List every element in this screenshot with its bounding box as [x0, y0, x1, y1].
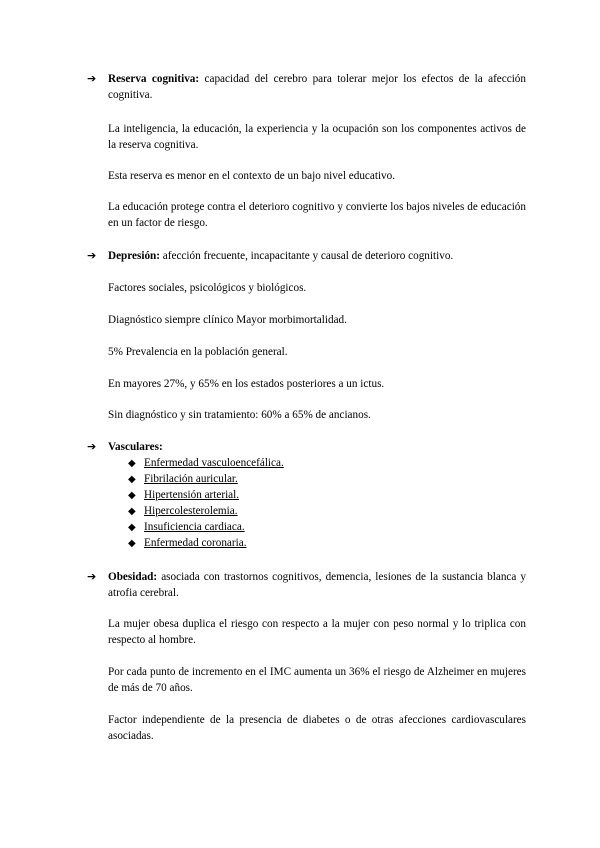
reserva-paragraph: Esta reserva es menor en el contexto de un bajo nivel educativo.: [108, 170, 396, 182]
diamond-icon: ◆: [128, 490, 136, 501]
obesidad-paragraph: Factor independiente de la presencia de diabetes o de otras afecciones cardiovasculares asociadas.: [108, 714, 526, 742]
list-item: [128, 487, 284, 503]
right-arrow-icon: ➔: [87, 440, 97, 453]
reserva-paragraph: La inteligencia, la educación, la experiencia y la ocupación son los componentes activos de la reserva cognitiva.: [108, 123, 526, 151]
vasculares-heading: Vasculares:: [108, 441, 163, 453]
obesidad-paragraph: Por cada punto de incremento en el IMC aumenta un 36% el riesgo de Alzheimer en mujeres de más de 70 años.: [108, 666, 526, 694]
depresion-intro: afección frecuente, incapacitante y causal de deterioro cognitivo.: [162, 250, 454, 262]
depresion-paragraph: En mayores 27%, y 65% en los estados posteriores a un ictus.: [108, 378, 385, 390]
right-arrow-icon: ➔: [87, 72, 97, 85]
vasculares-item[interactable]: Fibrilación auricular.: [144, 473, 238, 485]
reserva-intro: capacidad del cerebro para tolerar mejor los efectos de la afección cognitiva.: [108, 73, 526, 101]
obesidad-heading: Obesidad:: [108, 571, 158, 583]
vasculares-heading-paragraph: [108, 439, 526, 455]
list-item: [128, 503, 284, 519]
list-item: [128, 455, 284, 471]
vasculares-item[interactable]: Hipercolesterolemia.: [144, 505, 238, 517]
obesidad-intro: asociada con trastornos cognitivos, demencia, lesiones de la sustancia blanca y atrofia cerebral.: [108, 571, 527, 599]
depresion-paragraph: 5% Prevalencia en la población general.: [108, 346, 288, 358]
depresion-paragraph: Factores sociales, psicológicos y biológicos.: [108, 282, 307, 294]
list-item: [128, 519, 284, 535]
depresion-paragraph: Diagnóstico siempre clínico Mayor morbimortalidad.: [108, 314, 347, 326]
vasculares-item[interactable]: Enfermedad coronaria.: [144, 537, 247, 549]
depresion-heading: Depresión:: [108, 250, 160, 262]
reserva-paragraph: La educación protege contra el deterioro cognitivo y convierte los bajos niveles de educación en un factor de riesgo.: [108, 201, 526, 229]
diamond-icon: ◆: [128, 506, 136, 517]
vasculares-list: [128, 455, 284, 551]
vasculares-item[interactable]: Enfermedad vasculoencefálica.: [144, 457, 284, 469]
diamond-icon: ◆: [128, 538, 136, 549]
depresion-paragraph: Sin diagnóstico y sin tratamiento: 60% a 65% de ancianos.: [108, 409, 371, 421]
diamond-icon: ◆: [128, 474, 136, 485]
vasculares-item[interactable]: Insuficiencia cardiaca.: [144, 521, 245, 533]
diamond-icon: ◆: [128, 458, 136, 469]
diamond-icon: ◆: [128, 522, 136, 533]
vasculares-item[interactable]: Hipertensión arterial.: [144, 489, 240, 501]
list-item: [128, 535, 284, 551]
obesidad-paragraph: La mujer obesa duplica el riesgo con respecto a la mujer con peso normal y lo triplica con respecto al hombre.: [108, 618, 526, 646]
reserva-heading-paragraph: [108, 71, 526, 103]
right-arrow-icon: ➔: [87, 570, 97, 583]
obesidad-heading-paragraph: [108, 569, 526, 601]
list-item: [128, 471, 284, 487]
right-arrow-icon: ➔: [87, 249, 97, 262]
reserva-heading: Reserva cognitiva:: [108, 73, 200, 85]
depresion-heading-paragraph: [108, 248, 526, 264]
